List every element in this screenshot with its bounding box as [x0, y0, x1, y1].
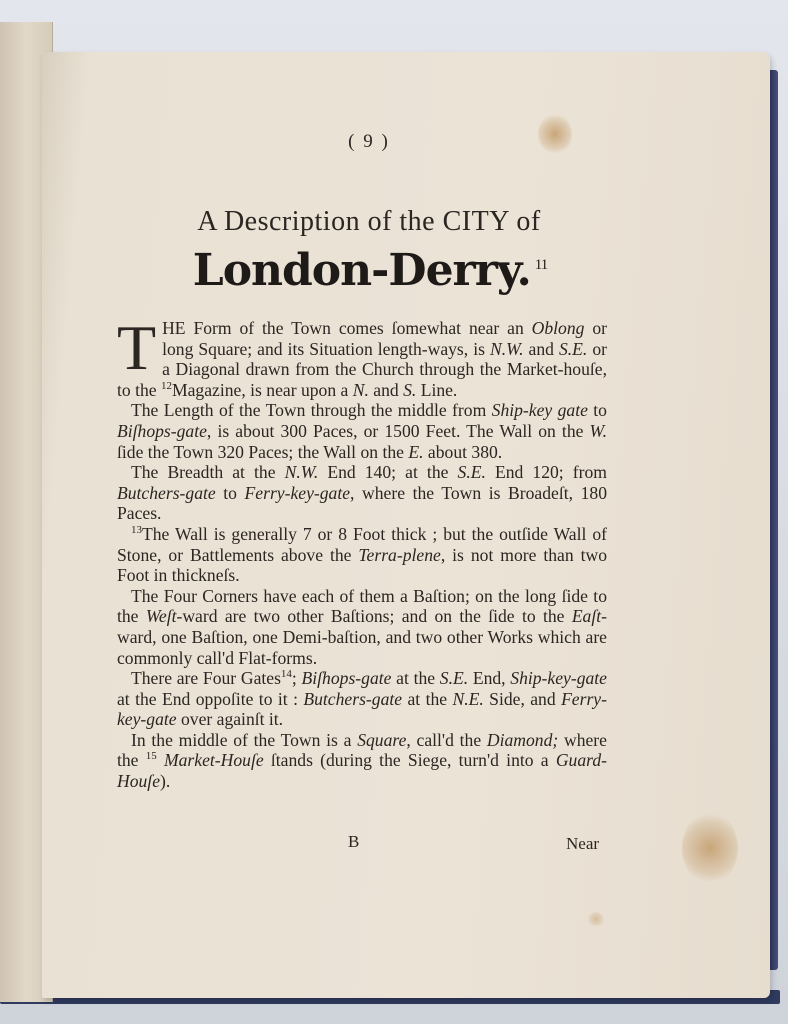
italic-text: Ship-key gate	[491, 400, 588, 421]
paragraph	[117, 668, 607, 730]
italic-text: Butchers-gate	[303, 688, 403, 709]
text-run: Line.	[416, 379, 458, 400]
text-run: -ward, one Baſtion, one Demi-baſtion, and two other Works which are commonly call'd Flat-forms.	[117, 606, 607, 668]
italic-text: Biſhops-gate	[301, 668, 392, 689]
italic-text: W.	[589, 420, 607, 441]
subtitle-footnote-ref: 11	[534, 257, 548, 274]
italic-text: N.W.	[284, 462, 319, 483]
text-run: where the	[117, 729, 607, 771]
text-run: at the	[402, 688, 453, 709]
text-run: to	[215, 482, 245, 503]
italic-text: Ferry-key-gate	[117, 688, 607, 730]
page-title: A Description of the CITY of	[197, 206, 541, 237]
foxing-stain	[682, 812, 738, 884]
italic-text: N.	[352, 379, 369, 400]
text-run: or long Square; and its Situation length-ways, is	[162, 318, 607, 359]
italic-text: Oblong	[531, 318, 585, 338]
paragraph	[117, 730, 607, 792]
text-run: The Four Corners have each of them a Baſtion; on the long ſide to the	[117, 585, 607, 627]
catchword: Near	[566, 834, 600, 853]
page-subtitle	[150, 245, 590, 296]
text-run: The Wall is generally 7 or 8 Foot thick ; but the outſide Wall of Stone, or Battlements above the	[117, 523, 607, 565]
text-run: , call'd the	[406, 729, 487, 750]
italic-text: Market-Houſe	[163, 750, 264, 771]
italic-text: E.	[408, 441, 424, 462]
italic-text: Weſt	[145, 606, 177, 627]
text-run: and	[523, 338, 559, 359]
footnote-ref: 15	[145, 750, 157, 763]
text-run: HE Form of the Town comes ſomewhat near an	[162, 318, 532, 338]
italic-text: S.E.	[558, 338, 588, 359]
page-number: ( 9 )	[348, 131, 390, 152]
text-run: , is about 300 Paces, or 1500 Feet. The Wall on the	[206, 420, 590, 441]
paragraph	[117, 400, 607, 462]
text-run: and	[368, 379, 404, 400]
text-run: The Breadth at the	[131, 462, 285, 483]
text-run: ).	[160, 771, 171, 792]
italic-text: S.	[403, 379, 417, 400]
italic-text: Biſhops-gate	[117, 420, 207, 441]
foxing-stain	[587, 912, 605, 926]
text-run: ;	[291, 668, 302, 689]
text-run: End 140; at the	[318, 462, 458, 483]
italic-text: S.E.	[439, 668, 469, 689]
text-run: over againſt it.	[176, 709, 284, 730]
body-text	[117, 312, 608, 792]
text-run: , where the Town is Broadeſt, 180 Paces.	[117, 482, 607, 524]
italic-text: Diamond;	[486, 729, 559, 750]
text-run: There are Four Gates	[131, 668, 281, 689]
italic-text: Butchers-gate	[117, 482, 216, 503]
footnote-ref: 12	[160, 379, 172, 392]
italic-text: Eaſt	[571, 606, 602, 627]
text-run: to	[587, 400, 607, 421]
text-run: at the End oppoſite to it :	[117, 688, 304, 709]
text-run: ſtands (during the Siege, turn'd into a	[263, 750, 556, 771]
text-run: at the	[391, 668, 440, 689]
text-run: End 120; from	[485, 462, 607, 483]
italic-text: Terra-plene	[358, 544, 441, 565]
text-run: ſide the Town 320 Paces; the Wall on the	[117, 441, 409, 462]
italic-text: S.E.	[457, 462, 486, 483]
text-run	[157, 750, 164, 770]
subtitle-text: London-Derry.	[192, 245, 531, 296]
footnote-ref: 14	[280, 668, 292, 681]
drop-cap: T	[117, 312, 157, 383]
text-run: End,	[468, 668, 511, 689]
text-run: , is not more than two Foot in thickneſs.	[117, 544, 607, 586]
text-run: Side, and	[483, 688, 562, 709]
paragraph	[117, 524, 607, 586]
italic-text: Ferry-key-gate	[244, 482, 351, 503]
paragraph	[117, 586, 607, 668]
text-run: or a Diagonal drawn from the Church through the Market-houſe, to the	[117, 338, 608, 400]
text-run: about 380.	[423, 441, 503, 462]
footnote-ref: 13	[131, 524, 142, 537]
italic-text: N.W.	[489, 338, 524, 359]
text-run: -ward are two other Baſtions; and on the ſide to the	[176, 606, 572, 627]
italic-text: Guard-Houſe	[117, 750, 607, 792]
signature-mark: B	[348, 832, 360, 851]
paragraph	[117, 462, 607, 524]
paragraph	[117, 312, 608, 400]
italic-text: N.E.	[452, 688, 484, 709]
italic-text: Ship-key-gate	[510, 668, 607, 689]
text-run: In the middle of the Town is a	[131, 729, 358, 750]
text-run: The Length of the Town through the middle from	[131, 400, 492, 421]
italic-text: Square	[357, 729, 407, 750]
text-run: Magazine, is near upon a	[171, 379, 353, 400]
